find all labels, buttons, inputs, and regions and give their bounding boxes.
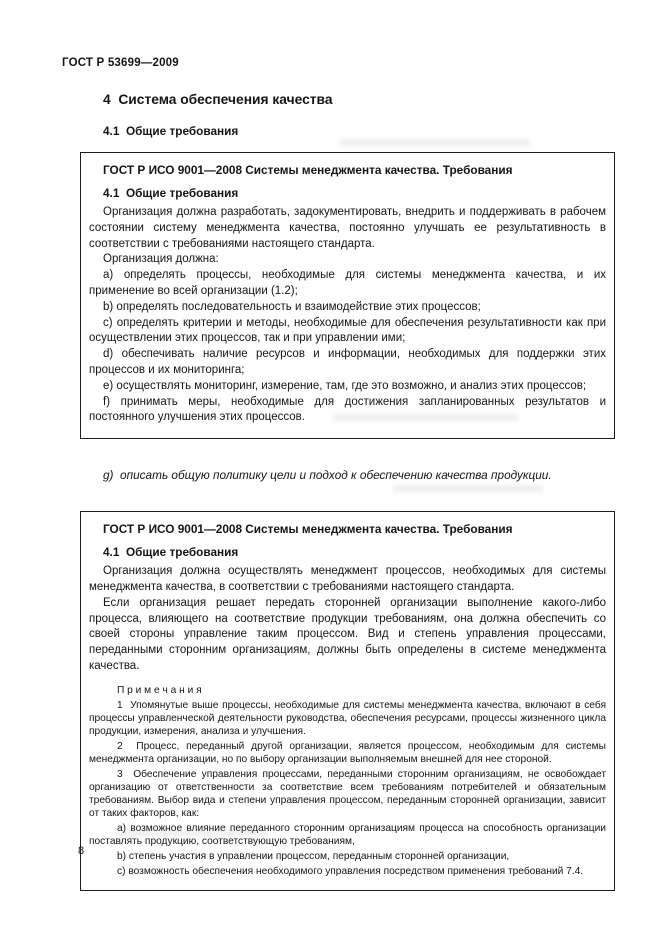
quote-title: ГОСТ Р ИСО 9001—2008 Системы менеджмента качества. Требования	[103, 522, 513, 537]
quote-subtitle: 4.1 Общие требования	[103, 186, 239, 200]
list-item-f: f) принимать меры, необходимые для достижения запланированных результатов и постоянного улучшения этих процессов.	[89, 395, 606, 424]
notes-section	[89, 684, 606, 878]
note-3: 3 Обеспечение управления процессами, переданными сторонним организациям, не освобождает организацию от ответственности за соответствие всем требованиям потребителей и обязательным требованиям. Выбор вида и степени управления процессом, переданным сторонней организации, зависит от таких факторов, как:	[89, 768, 606, 819]
subsection-title: 4.1 Общие требования	[103, 124, 239, 138]
quote-box-iso-9001-first	[80, 152, 615, 439]
notes-label: П р и м е ч а н и я	[117, 684, 202, 696]
addendum-item-g: g) описать общую политику цели и подход к обеспечению качества продукции.	[103, 468, 552, 483]
scan-bleedthrough-artifact	[340, 139, 530, 146]
note-item-b: b) степень участия в управлении процессом, переданным сторонней организации,	[117, 850, 510, 862]
section-title: 4 Система обеспечения качества	[103, 92, 333, 107]
note-item-c: c) возможность обеспечения необходимого управления посредством применения требований 7.4.	[117, 865, 584, 877]
paragraph: Если организация решает передать сторонней организации выполнение какого-либо процесса, влияющего на соответствие продукции требованиям, она должна обеспечить со своей стороны управление таким процессом. Вид и степень управления процессами, переданными сторонним организациям, должны быть определены в системе менеджмента качества.	[89, 596, 606, 672]
page-number: 8	[78, 845, 85, 857]
list-item-d: d) обеспечивать наличие ресурсов и информации, необходимых для поддержки этих процессов и их мониторинга;	[89, 348, 606, 376]
note-item-a: a) возможное влияние переданного сторонним организациям процесса на способность организации поставлять продукцию, соответствующую требованиям,	[89, 822, 606, 847]
list-item-e: e) осуществлять мониторинг, измерение, там, где это возможно, и анализ этих процессов;	[103, 379, 587, 392]
list-item-c: c) определять критерии и методы, необходимые для обеспечения результативности как при осуществлении этих процессов, так и при управлении ими;	[89, 316, 606, 345]
quote-box-iso-9001-second	[80, 511, 615, 891]
scan-bleedthrough-artifact	[393, 485, 543, 492]
list-item-a: a) определять процессы, необходимые для системы менеджмента качества, и их применение во всей организации (1.2);	[89, 269, 606, 297]
doc-code: ГОСТ Р 53699—2009	[62, 57, 179, 69]
quote-title: ГОСТ Р ИСО 9001—2008 Системы менеджмента качества. Требования	[103, 163, 513, 177]
note-1: 1 Упомянутые выше процессы, необходимые для системы менеджмента качества, включают в себя процессы управленческой деятельности руководства, обеспечения ресурсами, процессы жизненного цикла продукции, измерения, анализа и улучшения.	[89, 699, 606, 737]
paragraph: Организация должна:	[103, 253, 219, 266]
quote-subtitle: 4.1 Общие требования	[103, 545, 239, 560]
note-2: 2 Процесс, переданный другой организации, является процессом, необходимым для системы менеджмента организации, но по выбору организации выполняемым внешней для нее стороной.	[89, 740, 606, 765]
list-item-b: b) определять последовательность и взаимодействие этих процессов;	[103, 300, 481, 313]
paragraph: Организация должна разработать, задокументировать, внедрить и поддерживать в рабочем состоянии систему менеджмента качества, постоянно улучшать ее результативность в соответствии с требованиями настоящего стандарта.	[89, 206, 606, 250]
paragraph: Организация должна осуществлять менеджмент процессов, необходимых для системы менеджмента качества, в соответствии с требованиями настоящего стандарта.	[89, 565, 606, 593]
